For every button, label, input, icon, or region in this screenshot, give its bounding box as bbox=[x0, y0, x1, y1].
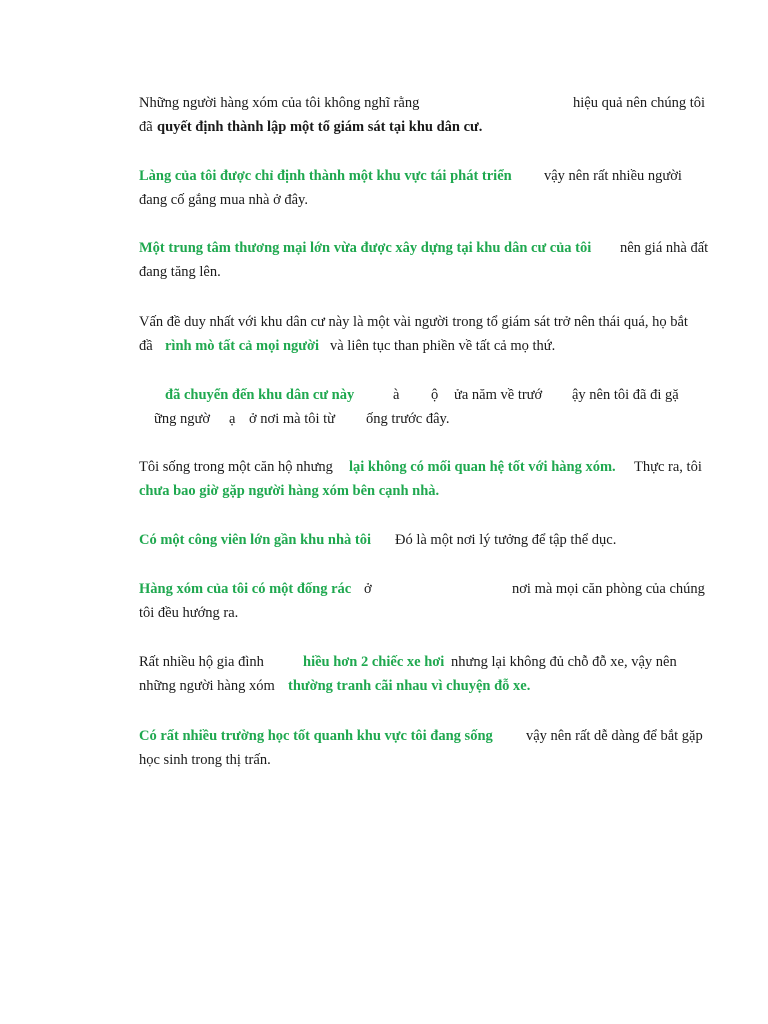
highlighted-phrase: hiều hơn 2 chiếc xe hơi bbox=[303, 654, 445, 670]
highlighted-phrase: Làng của tôi được chỉ định thành một khu vực tái phát triển bbox=[139, 168, 512, 184]
text-segment: tôi đều hướng ra. bbox=[139, 605, 239, 621]
text-segment: ậy nên tôi đã đi gặ bbox=[572, 387, 679, 403]
highlighted-phrase: lại không có mối quan hệ tốt với hàng xóm. bbox=[349, 459, 616, 475]
text-segment: ửa năm về trướ bbox=[454, 387, 543, 403]
text-segment: học sinh trong thị trấn. bbox=[139, 752, 271, 768]
highlighted-phrase: Một trung tâm thương mại lớn vừa được xây dựng tại khu dân cư của tôi bbox=[139, 240, 592, 256]
text-segment: đang cố gắng mua nhà ở đây. bbox=[139, 192, 308, 208]
text-segment: ững ngườ bbox=[154, 411, 211, 427]
text-segment: à bbox=[393, 387, 400, 403]
text-segment: ở bbox=[364, 581, 372, 597]
text-segment: hiệu quả nên chúng tôi bbox=[573, 95, 706, 111]
highlighted-phrase: đã chuyển đến khu dân cư này bbox=[165, 387, 355, 403]
text-segment: vậy nên rất nhiều người bbox=[544, 168, 682, 184]
text-segment: ống trước đây. bbox=[366, 411, 450, 427]
text-segment: Những người hàng xóm của tôi không nghĩ rằng bbox=[139, 95, 420, 111]
highlighted-phrase: Có rất nhiều trường học tốt quanh khu vực tôi đang sống bbox=[139, 728, 493, 744]
text-segment: đã bbox=[139, 119, 153, 135]
text-segment: Vấn đề duy nhất với khu dân cư này là một vài người trong tổ giám sát trở nên thái quá, họ bắt bbox=[139, 314, 688, 330]
text-segment: Rất nhiều hộ gia đình bbox=[139, 654, 264, 670]
text-segment: nơi mà mọi căn phòng của chúng bbox=[512, 581, 705, 597]
text-segment: Đó là một nơi lý tưởng để tập thể dục. bbox=[395, 532, 617, 548]
bold-text-segment: quyết định thành lập một tổ giám sát tại khu dân cư. bbox=[157, 119, 483, 135]
text-segment: ở nơi mà tôi từ bbox=[249, 411, 336, 427]
highlighted-phrase: chưa bao giờ gặp người hàng xóm bên cạnh nhà. bbox=[139, 483, 440, 499]
text-segment: Tôi sống trong một căn hộ nhưng bbox=[139, 459, 333, 475]
text-segment: nên giá nhà đất bbox=[620, 240, 709, 256]
highlighted-phrase: Hàng xóm của tôi có một đống rác bbox=[139, 581, 352, 597]
text-segment: vậy nên rất dễ dàng để bắt gặp bbox=[526, 728, 703, 744]
text-segment: đang tăng lên. bbox=[139, 264, 221, 280]
text-segment: Thực ra, tôi bbox=[634, 459, 702, 475]
text-segment: đầ bbox=[139, 338, 153, 354]
text-segment: ộ bbox=[431, 387, 439, 403]
text-segment: những người hàng xóm bbox=[139, 678, 275, 694]
text-segment: ạ bbox=[229, 411, 236, 427]
text-segment: và liên tục than phiền về tất cả mọ thứ. bbox=[330, 338, 556, 354]
highlighted-phrase: rình mò tất cả mọi người bbox=[165, 338, 320, 354]
text-segment: nhưng lại không đủ chỗ đỗ xe, vậy nên bbox=[451, 654, 677, 670]
highlighted-phrase: thường tranh cãi nhau vì chuyện đỗ xe. bbox=[288, 678, 531, 694]
highlighted-phrase: Có một công viên lớn gần khu nhà tôi bbox=[139, 532, 372, 548]
